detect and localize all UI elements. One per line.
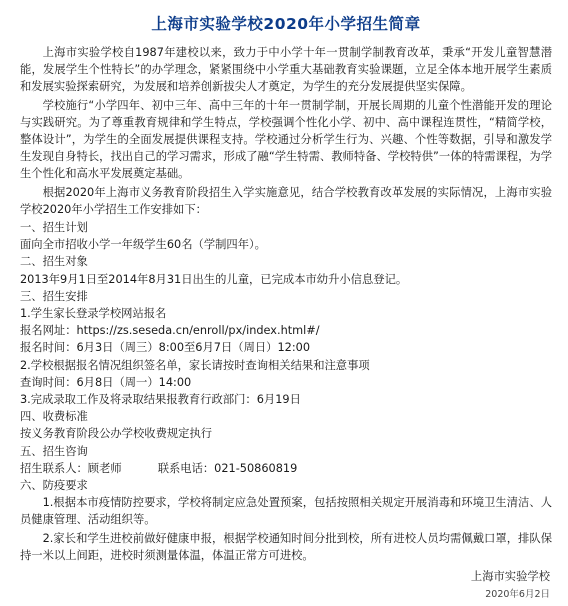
intro-paragraph: 学校施行“小学四年、初中三年、高中三年的十年一贯制学制，开展长周期的儿童个性潜能开发的理论与实践研究。为了尊重教育规律和学生特点，学校强调个性化小学、初中、高中课程连贯性，“精简学校，整体设计”，为学生的全面发展提供课程支持。学校通过分析学生行为、兴趣、个性等数据，引导和激发学生发现自身特长，找出自己的学习需求，形成了融“学生特需、教师特备、学校特供”一体的特需课程，为学生个性化和高水平发展奠定基础。	[20, 98, 552, 181]
section-line: 1.学生家长登录学校网站报名	[20, 307, 167, 321]
intro-paragraph: 上海市实验学校自1987年建校以来，致力于中小学十年一贯制学制教育改革，秉承“开发儿童智慧潜能，发展学生个性特长”的办学理念，紧紧围绕中小学重大基础教育实验课题，立足全体本地开展学生素质和发展实验探索研究，为发展和培养创新拔尖人才奠定，为学生的充分发展提供坚实保障。	[20, 46, 552, 94]
section-line: 按义务教育阶段公办学校收费规定执行	[20, 427, 213, 441]
section-line: 2.学校根据报名情况组织签名单，家长请按时查询相关结果和注意事项	[20, 358, 370, 372]
section-heading: 三、招生安排	[20, 289, 88, 303]
signature-date: 2020年6月2日	[485, 589, 550, 600]
section-heading: 六、防疫要求	[20, 479, 88, 493]
section-heading: 一、招生计划	[20, 221, 88, 235]
section-heading: 二、招生对象	[20, 255, 88, 269]
section-line: 查询时间：6月8日（周一）14:00	[20, 375, 192, 389]
epidemic-paragraph: 2.家长和学生进校前做好健康申报，根据学校通知时间分批到校，所有进校人员均需佩戴口罩，排队保持一米以上间距，进校时须测量体温，体温正常方可进校。	[20, 531, 552, 562]
epidemic-paragraph: 1.根据本市疫情防控要求，学校将制定应急处置预案，包括按照相关规定开展消毒和环境卫生清洁、人员健康管理、活动组织等。	[20, 496, 552, 527]
section-heading: 五、招生咨询	[20, 444, 88, 458]
contact-line	[20, 460, 552, 477]
signature-school: 上海市实验学校	[470, 570, 550, 583]
section-line: 面向全市招收小学一年级学生60名（学制四年）。	[20, 238, 266, 252]
section-line: 报名时间：6月3日（周三）8:00至6月7日（周日）12:00	[20, 341, 311, 355]
intro-paragraph: 根据2020年上海市义务教育阶段招生入学实施意见，结合学校教育改革发展的实际情况，上海市实验学校2020年小学招生工作安排如下：	[20, 185, 552, 216]
section-heading: 四、收费标准	[20, 410, 88, 424]
contact-phone: 联系电话：021-50860819	[157, 461, 298, 475]
registration-url: 报名网址：https://zs.seseda.cn/enroll/px/index.html#/	[20, 324, 320, 338]
contact-person: 招生联系人：顾老师	[20, 461, 122, 475]
section-line: 3.完成录取工作及将录取结果报教育行政部门：6月19日	[20, 393, 301, 407]
document-title: 上海市实验学校2020年小学招生简章	[151, 15, 421, 33]
section-line: 2013年9月1日至2014年8月31日出生的儿童，已完成本市幼升小信息登记。	[20, 272, 408, 286]
